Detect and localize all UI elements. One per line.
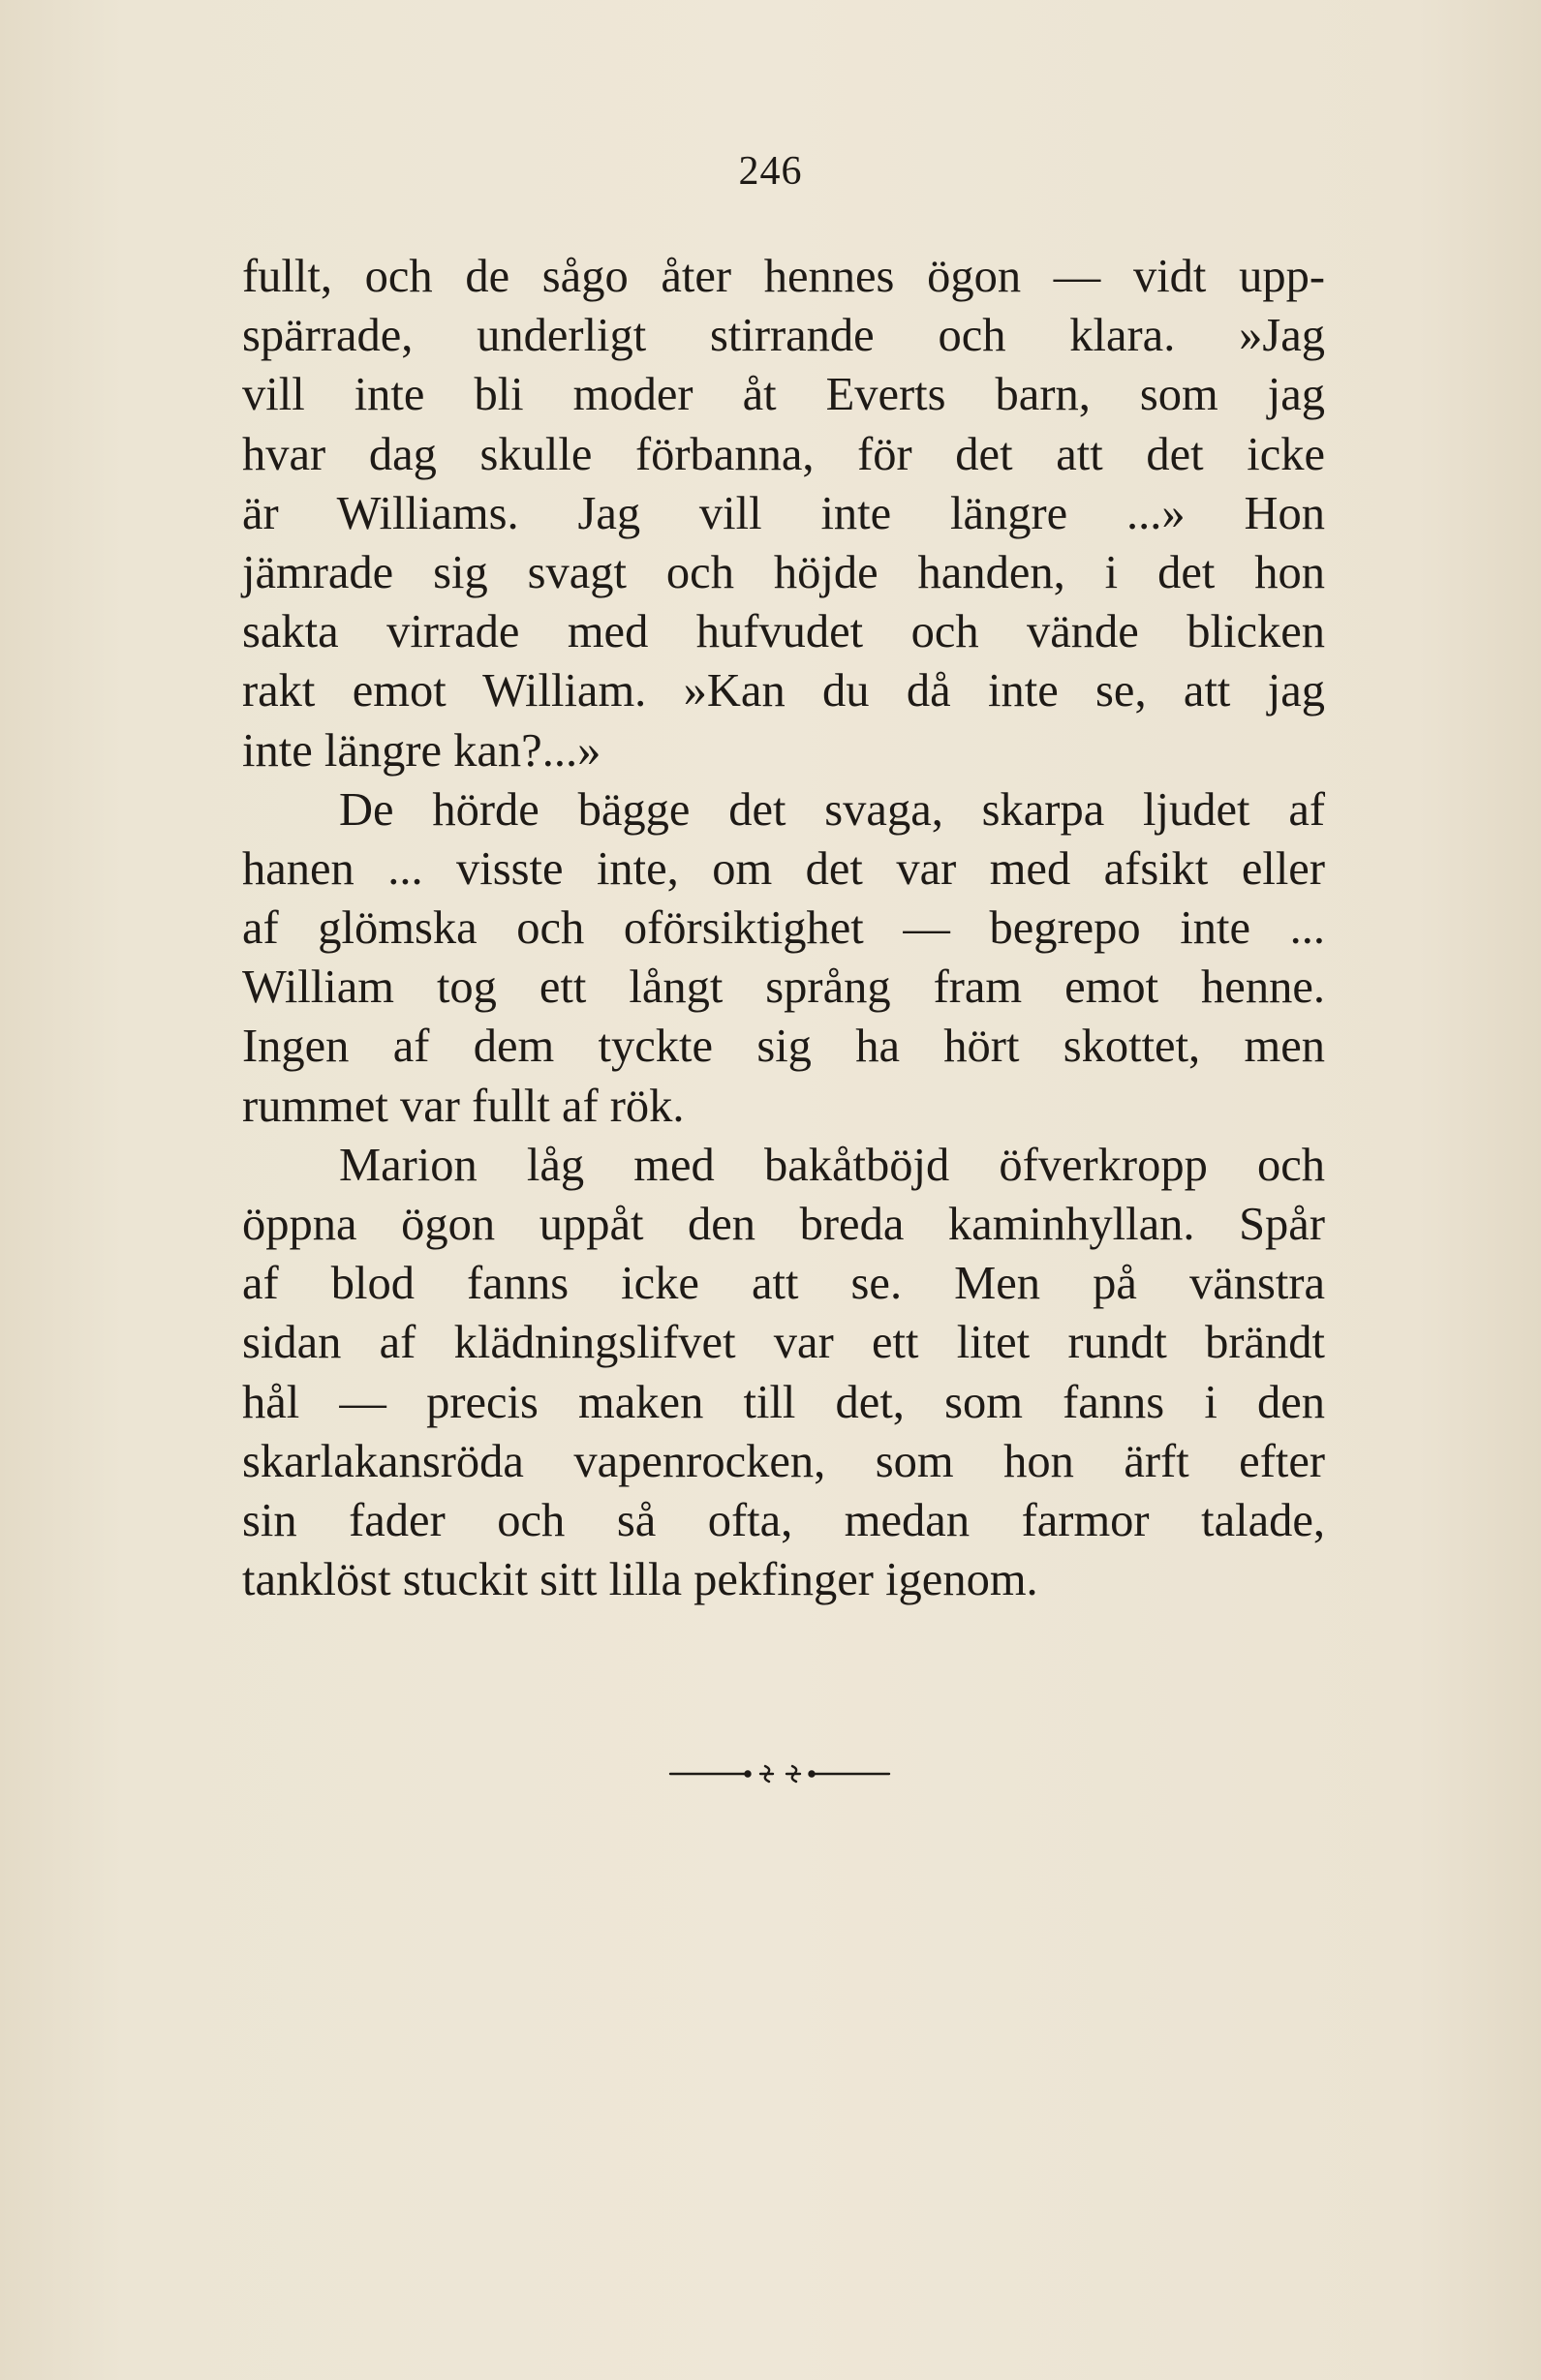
text-line: sakta virrade med hufvudet och vände blicken xyxy=(242,606,1325,658)
text-line: af glömska och oförsiktighet — begrepo inte ... xyxy=(242,902,1325,955)
text-line: är Williams. Jag vill inte längre ...» Hon xyxy=(242,487,1325,539)
text-line: sin fader och så ofta, medan farmor talade, xyxy=(242,1494,1325,1546)
text-line: inte längre kan?...» xyxy=(242,724,601,777)
end-ornament-icon xyxy=(668,1754,891,1793)
text-line: öppna ögon uppåt den breda kaminhyllan. Spår xyxy=(242,1199,1325,1250)
text-line: tanklöst stuckit sitt lilla pekfinger igenom. xyxy=(242,1554,1038,1606)
text-line: vill inte bli moder åt Everts barn, som jag xyxy=(242,369,1325,421)
text-line: hanen ... visste inte, om det var med afsikt eller xyxy=(242,842,1325,895)
text-line: hål — precis maken till det, som fanns i den xyxy=(242,1376,1325,1428)
body-text xyxy=(242,247,1325,1609)
text-line: hvar dag skulle förbanna, för det att det icke xyxy=(242,428,1325,480)
text-line: William tog ett långt språng fram emot henne. xyxy=(242,961,1325,1014)
text-line: Ingen af dem tyckte sig ha hört skottet, men xyxy=(242,1021,1325,1073)
text-line: af blod fanns icke att se. Men på vänstra xyxy=(242,1258,1325,1310)
text-line: rakt emot William. »Kan du då inte se, att jag xyxy=(242,665,1325,717)
text-line: spärrade, underligt stirrande och klara. »Jag xyxy=(242,310,1325,362)
text-line: sidan af klädningslifvet var ett litet rundt brändt xyxy=(242,1317,1325,1369)
text-line: skarlakansröda vapenrocken, som hon ärft efter xyxy=(242,1435,1325,1487)
text-line: rummet var fullt af rök. xyxy=(242,1080,685,1132)
text-line: jämrade sig svagt och höjde handen, i det hon xyxy=(242,546,1325,598)
text-line: Marion låg med bakåtböjd öfverkropp och xyxy=(339,1139,1325,1191)
text-line: fullt, och de sågo åter hennes ögon — vidt upp- xyxy=(242,251,1325,302)
text-line: De hörde bägge det svaga, skarpa ljudet af xyxy=(339,783,1325,836)
page-number: 246 xyxy=(738,149,803,194)
